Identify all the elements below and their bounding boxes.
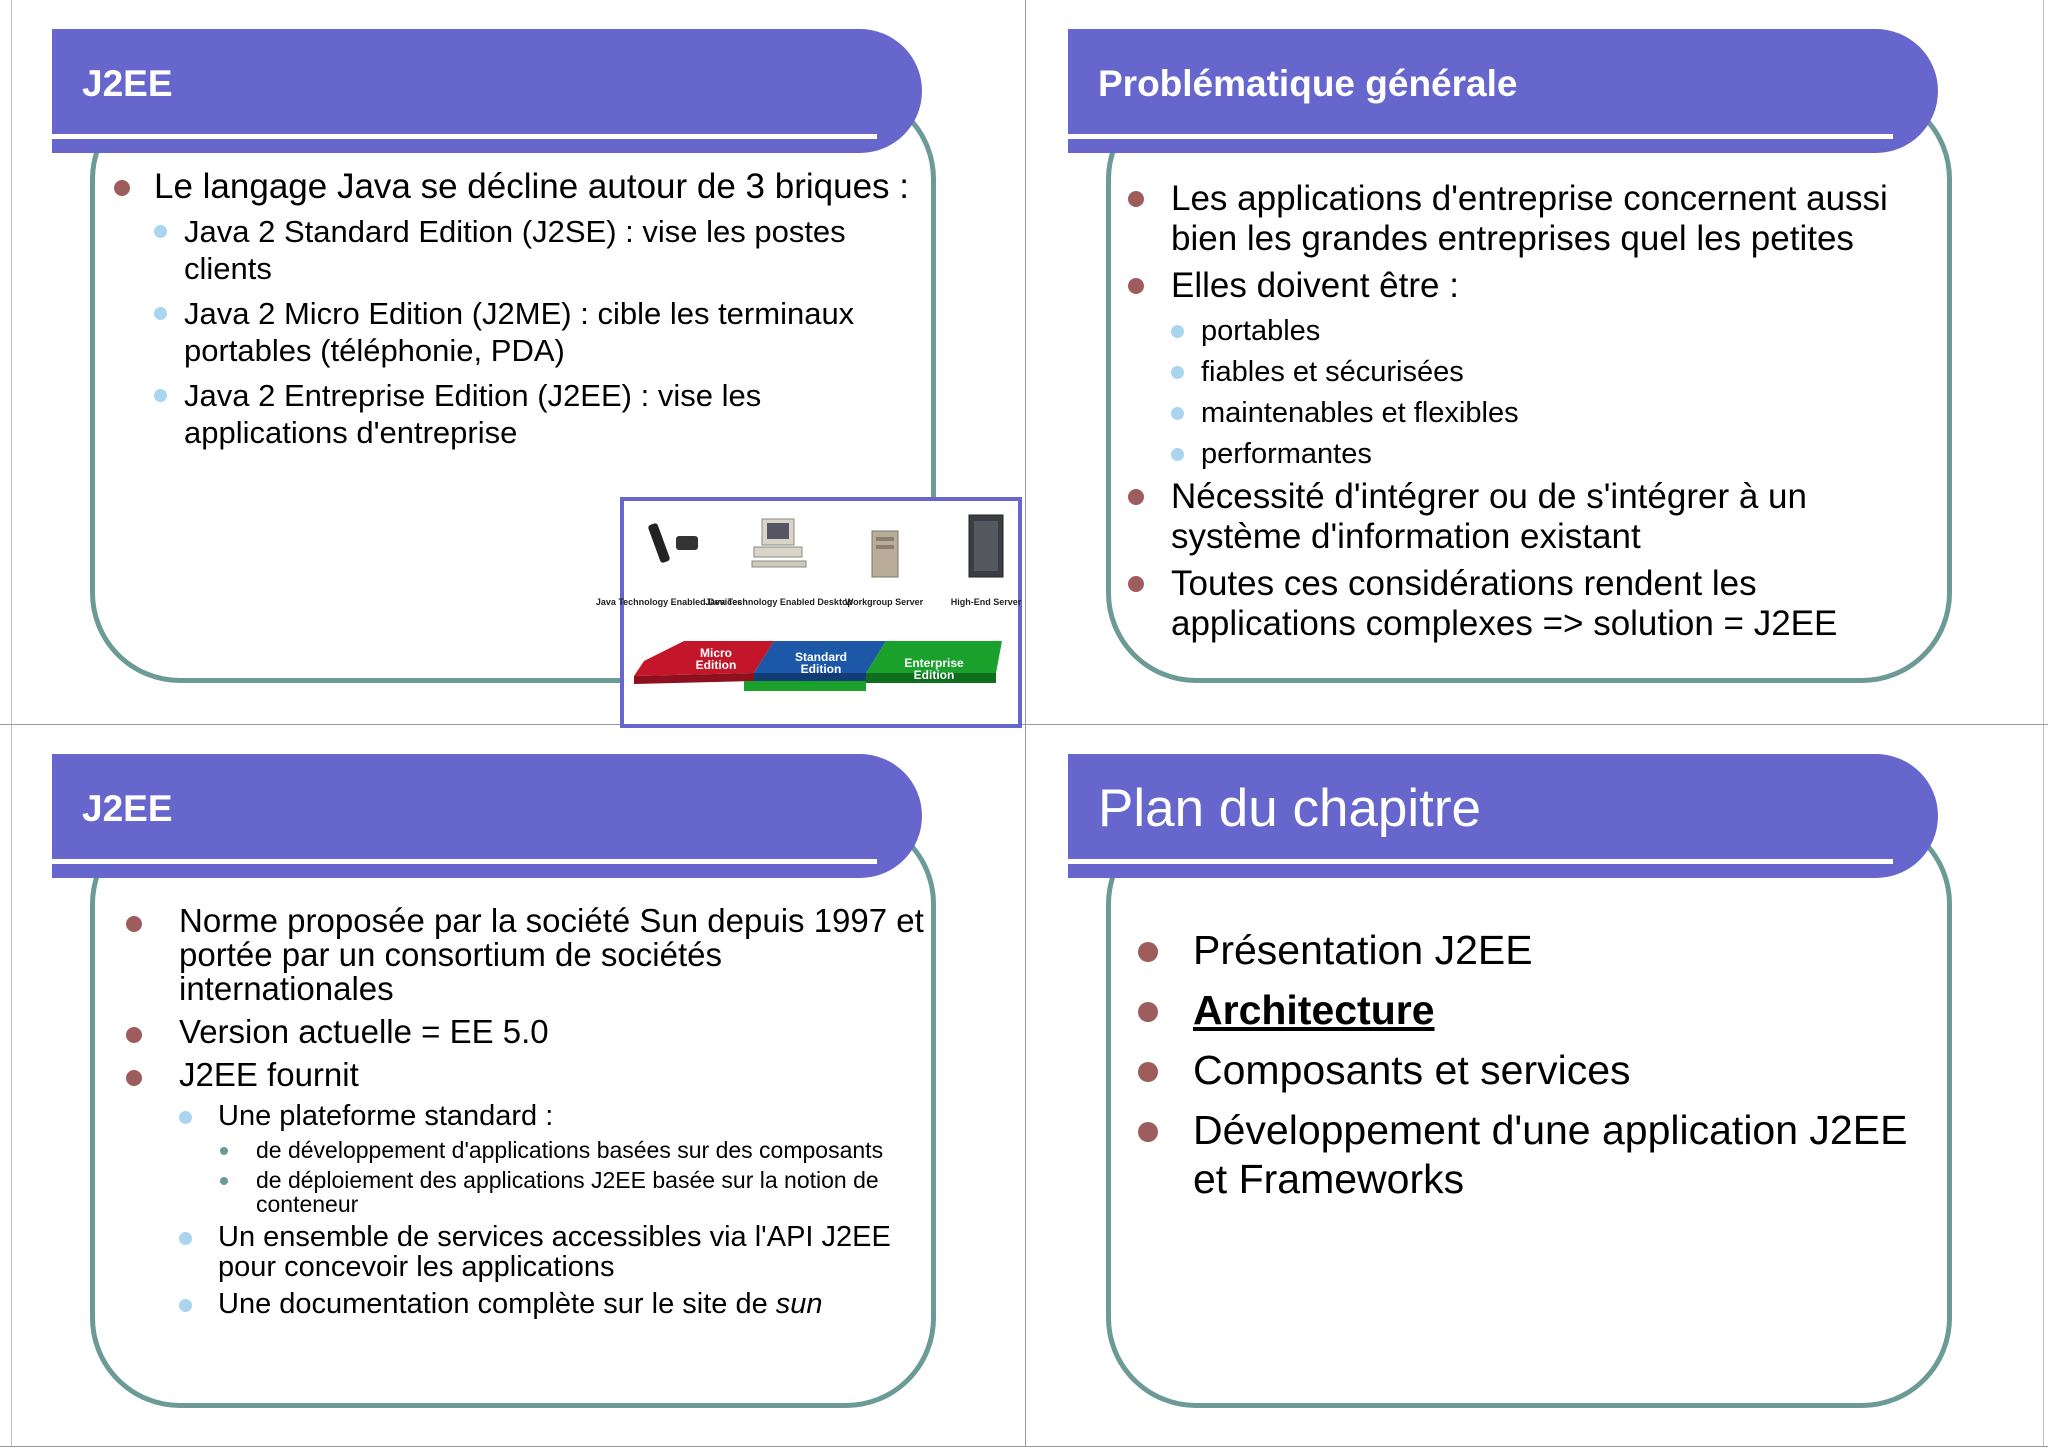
header-underline	[52, 134, 877, 139]
bullet: Norme proposée par la société Sun depuis 1997 et portée par un consortium de sociétés internationales	[126, 904, 926, 1006]
device-label: Java Technology Enabled Devices	[595, 597, 743, 607]
sub-bullet: Java 2 Standard Edition (J2SE) : vise les postes clients	[154, 213, 914, 287]
sub-bullet: fiables et sécurisées	[1171, 354, 1928, 390]
bullet: Les applications d'entreprise concernent aussi bien les grandes entreprises quel les petites	[1128, 179, 1928, 259]
sub-bullet: Un ensemble de services accessibles via l'API J2EE pour concevoir les applications	[179, 1222, 926, 1282]
sub-bullet: performantes	[1171, 436, 1928, 472]
sub-bullet: maintenables et flexibles	[1171, 395, 1928, 431]
high-end-server-icon	[969, 515, 1003, 577]
slide-content	[1128, 179, 1928, 651]
bullet: Le langage Java se décline autour de 3 briques :	[114, 167, 914, 207]
slide-plan-chapitre	[1068, 754, 2068, 1454]
desktop-icon	[752, 519, 806, 567]
slide-header	[1068, 754, 1938, 878]
slide-problematique	[1068, 29, 2068, 729]
bullet: Toutes ces considérations rendent les applications complexes => solution = J2EE	[1128, 564, 1928, 644]
plan-item: Développement d'une application J2EE et Frameworks	[1138, 1106, 1938, 1204]
header-underline	[1068, 134, 1893, 139]
sub-bullet: portables	[1171, 313, 1928, 349]
sub-bullet: Java 2 Micro Edition (J2ME) : cible les terminaux portables (téléphonie, PDA)	[154, 295, 914, 369]
bullet: Version actuelle = EE 5.0	[126, 1015, 926, 1049]
slide-header	[1068, 29, 1938, 153]
bullet: Elles doivent être :	[1128, 266, 1928, 306]
slide-header	[52, 754, 922, 878]
slide-j2ee-norme	[52, 754, 1052, 1454]
slide-title: Plan du chapitre	[1098, 779, 1482, 838]
header-underline	[1068, 859, 1893, 864]
svg-text:Java Technology Enabled Deskto: Java Technology Enabled Desktop	[705, 597, 853, 607]
sub-bullet: Une plateforme standard :	[179, 1101, 926, 1131]
plan-item-current	[1138, 986, 1938, 1035]
workgroup-server-icon	[872, 531, 898, 577]
header-underline	[52, 859, 877, 864]
sub-bullet	[179, 1289, 926, 1319]
svg-text:Workgroup Server: Workgroup Server	[844, 597, 924, 607]
sub-bullet-text: Une documentation complète sur le site de	[218, 1288, 776, 1320]
slide-content	[126, 904, 926, 1326]
slide-title: J2EE	[82, 788, 173, 829]
sub-bullet: Java 2 Entreprise Edition (J2EE) : vise les applications d'entreprise	[154, 377, 804, 451]
svg-text:Edition: Edition	[913, 668, 955, 682]
sub-sub-bullet: de déploiement des applications J2EE basée sur la notion de conteneur	[218, 1168, 926, 1216]
svg-text:Edition: Edition	[800, 662, 842, 676]
bullet: J2EE fournit	[126, 1058, 926, 1092]
svg-text:Edition: Edition	[695, 658, 737, 672]
bullet: Nécessité d'intégrer ou de s'intégrer à un système d'information existant	[1128, 477, 1928, 557]
plan-item: Présentation J2EE	[1138, 926, 1938, 975]
phone-icon	[647, 522, 698, 563]
slide-header	[52, 29, 922, 153]
java-editions-figure	[595, 497, 1022, 728]
slide-title: Problématique générale	[1098, 63, 1518, 104]
java-editions-illustration	[595, 501, 1022, 724]
svg-text:Enterprise: Enterprise	[904, 656, 964, 670]
slide-content	[1138, 926, 1938, 1215]
plan-item: Composants et services	[1138, 1046, 1938, 1095]
sub-sub-bullet: de développement d'applications basées sur des composants	[218, 1138, 926, 1162]
plan-item-label: Architecture	[1193, 987, 1435, 1033]
sun-emphasis: sun	[775, 1288, 823, 1320]
slide-content	[114, 167, 914, 459]
slide-title: J2EE	[82, 63, 173, 104]
slide-j2ee-briques	[52, 29, 1052, 729]
svg-text:Micro: Micro	[699, 646, 733, 660]
svg-text:Standard: Standard	[794, 650, 848, 664]
svg-text:High-End Server: High-End Server	[950, 597, 1022, 607]
